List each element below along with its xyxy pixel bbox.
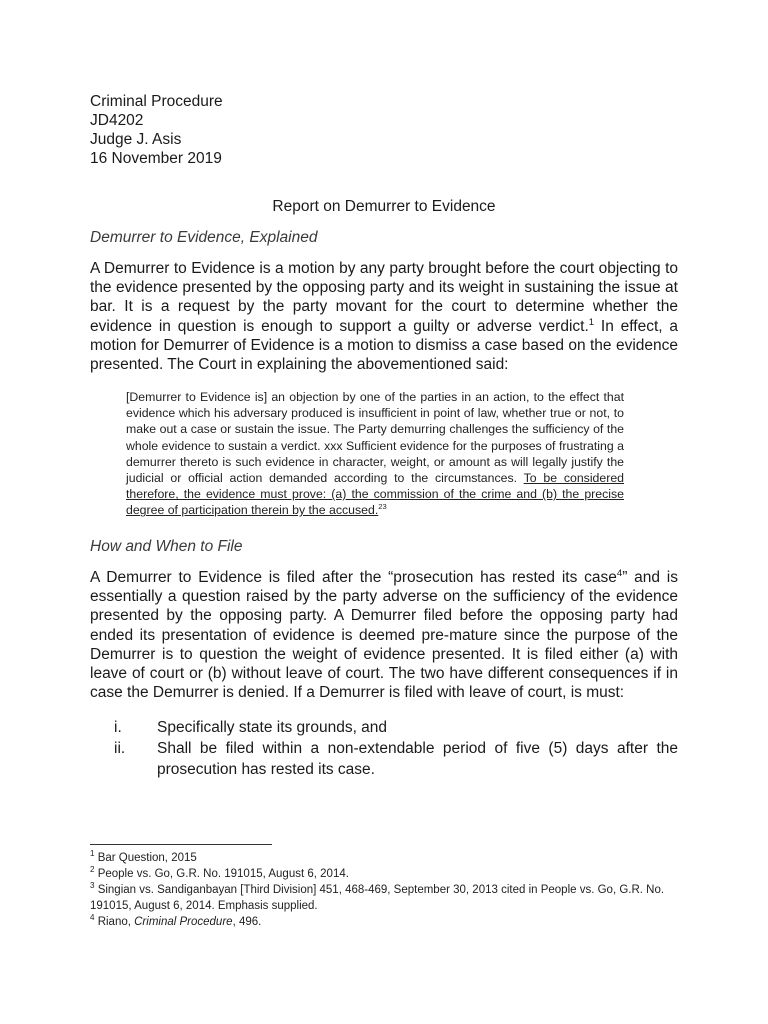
block-quote-text: [Demurrer to Evidence is] an objection by one of the parties in an action, to the effect that evidence which his adversary produced is insufficient in point of law, whether true or not, to make out a case or sustain the issue. The Party demurring challenges the sufficiency of the whole evidence to sustain a verdict. xxx Sufficient evidence for the purposes of frustrating a demurrer thereto is such evidence in character, weight, or amount as will legally justify the judicial or official action demanded according to the circumstances. <box>126 390 624 486</box>
section-heading-how-when: How and When to File <box>90 538 243 555</box>
footnote-ref-4: 4 <box>616 567 623 579</box>
footnote-number: 1 <box>90 849 95 859</box>
footnote-3 <box>90 882 678 914</box>
paragraph-definition <box>90 259 678 374</box>
section-heading-explained: Demurrer to Evidence, Explained <box>90 229 318 246</box>
footnote-number: 2 <box>90 865 95 875</box>
list-item-text: Specifically state its grounds, and <box>157 719 388 736</box>
paragraph-how-when <box>90 568 678 702</box>
paragraph-definition-text-b: In effect, a motion for Demurrer of Evidence is a motion to dismiss a case based on the evidence presented. The Court in explaining the abovementioned said: <box>90 317 678 374</box>
footnote-ref-1: 1 <box>588 316 595 328</box>
paragraph-how-when-text-a: A Demurrer to Evidence is filed after the “prosecution has rested its case <box>90 569 617 586</box>
footnote-text: Singian vs. Sandiganbayan [Third Division] 451, 468-469, September 30, 2013 cited in People vs. Go, G.R. No. 191015, August 6, 2014. Emphasis supplied. <box>90 884 665 912</box>
footnote-separator <box>90 844 272 845</box>
document-date: 16 November 2019 <box>90 150 222 167</box>
footnote-4 <box>90 914 678 930</box>
block-quote <box>126 389 624 519</box>
list-marker: i. <box>114 719 122 736</box>
list-item-text: Shall be filed within a non-extendable period of five (5) days after the prosecution has rested its case. <box>157 740 678 778</box>
footnote-number: 4 <box>90 913 95 923</box>
footnote-text: People vs. Go, G.R. No. 191015, August 6, 2014. <box>97 868 349 880</box>
list-item <box>90 717 678 738</box>
paragraph-how-when-text-b: ” and is essentially a question raised by the party adverse on the sufficiency of the evidence presented by the opposing party. A Demurrer filed before the opposing party had ended its presentation of evidence is deemed pre-mature since the purpose of the Demurrer is to question the weight of evidence presented. It is filed either (a) with leave of court or (b) without leave of court. The two have different consequences if in case the Demurrer is denied. If a Demurrer is filed with leave of court, is must: <box>90 569 678 702</box>
footnote-number: 3 <box>90 881 95 891</box>
report-title: Report on Demurrer to Evidence <box>272 198 496 215</box>
course-code: JD4202 <box>90 112 144 129</box>
footnote-2 <box>90 866 678 882</box>
footnote-text: Bar Question, 2015 <box>97 852 197 864</box>
footnote-1 <box>90 850 678 866</box>
document-header <box>90 92 223 168</box>
footnote-text-italic: Criminal Procedure <box>134 916 233 928</box>
footnote-ref-23: 23 <box>378 502 387 512</box>
footnote-text-suffix: , 496. <box>232 916 262 928</box>
footnote-text-prefix: Riano, <box>97 916 135 928</box>
list-item <box>90 738 678 780</box>
list-marker: ii. <box>114 740 126 757</box>
course-name: Criminal Procedure <box>90 93 223 110</box>
judge-name: Judge J. Asis <box>90 131 182 148</box>
footnotes <box>90 850 678 930</box>
block-quote-underlined: To be considered therefore, the evidence must prove: (a) the commission of the crime and (b) the precise degree of participation therein by the accused. <box>126 471 625 518</box>
paragraph-definition-text-a: A Demurrer to Evidence is a motion by any party brought before the court objecting to the evidence presented by the opposing party and its weight in sustaining the issue at bar. It is a request by the party movant for the court to determine whether the evidence in question is enough to support a guilty or adverse verdict. <box>90 260 678 335</box>
